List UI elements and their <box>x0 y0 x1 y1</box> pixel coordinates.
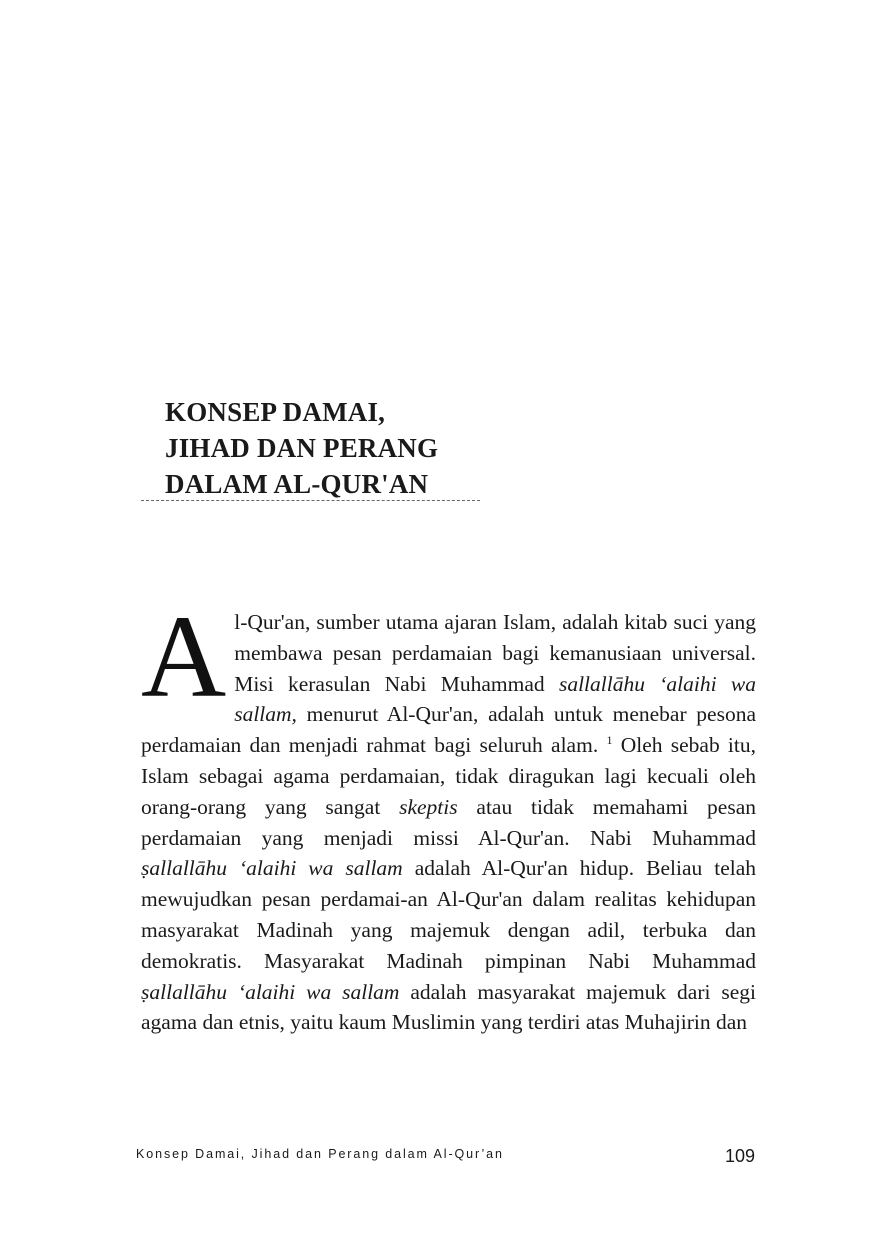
body-paragraph <box>141 591 757 1038</box>
italic-term: skeptis <box>399 794 458 819</box>
italic-term: ṣallallāhu ‘alaihi wa sallam <box>141 979 400 1004</box>
text-segment: adalah Al-Qur'an hidup. Beliau telah mewujudkan pesan perdamai-an Al-Qur'an dalam realitas kehidupan masyarakat Madinah yang majemuk dengan adil, terbuka dan demokratis. Masyarakat Madinah pimpinan Nabi Muhammad <box>141 856 757 973</box>
text-segment: atau tidak memahami pesan perdamaian yang menjadi missi Al-Qur'an. Nabi Muhammad <box>141 794 756 850</box>
text-segment: menurut Al-Qur'an, adalah untuk menebar pesona perdamaian dan menjadi rahmat bagi seluruh alam. <box>141 702 757 758</box>
italic-term: ṣallallāhu ‘alaihi wa sallam <box>141 856 403 881</box>
text-segment: l-Qur'an, sumber utama ajaran Islam, adalah kitab suci yang membawa pesan perdamaian bagi kemanusiaan universal. Misi kerasulan Nabi Muhammad <box>234 610 756 696</box>
chapter-title-line: JIHAD DAN PERANG <box>165 433 439 463</box>
title-divider <box>141 500 480 501</box>
chapter-title-line: KONSEP DAMAI, <box>165 397 386 427</box>
chapter-title-line: DALAM AL-QUR'AN <box>165 469 429 499</box>
text-segment: adalah masyarakat majemuk dari segi agama dan etnis, yaitu kaum Muslimin yang terdiri atas Muhajirin dan <box>141 979 757 1035</box>
italic-term: sallallāhu ‘alaihi wa sallam, <box>234 671 756 727</box>
text-segment: Oleh sebab itu, Islam sebagai agama perdamaian, tidak diragukan lagi kecuali oleh orang-orang yang sangat <box>141 733 757 819</box>
running-footer: Konsep Damai, Jihad dan Perang dalam Al-Qur’an <box>136 1147 504 1161</box>
page-number: 109 <box>724 1146 755 1166</box>
footnote-marker[interactable]: 1 <box>606 733 613 748</box>
chapter-title <box>165 394 438 502</box>
drop-cap: A <box>141 591 227 722</box>
